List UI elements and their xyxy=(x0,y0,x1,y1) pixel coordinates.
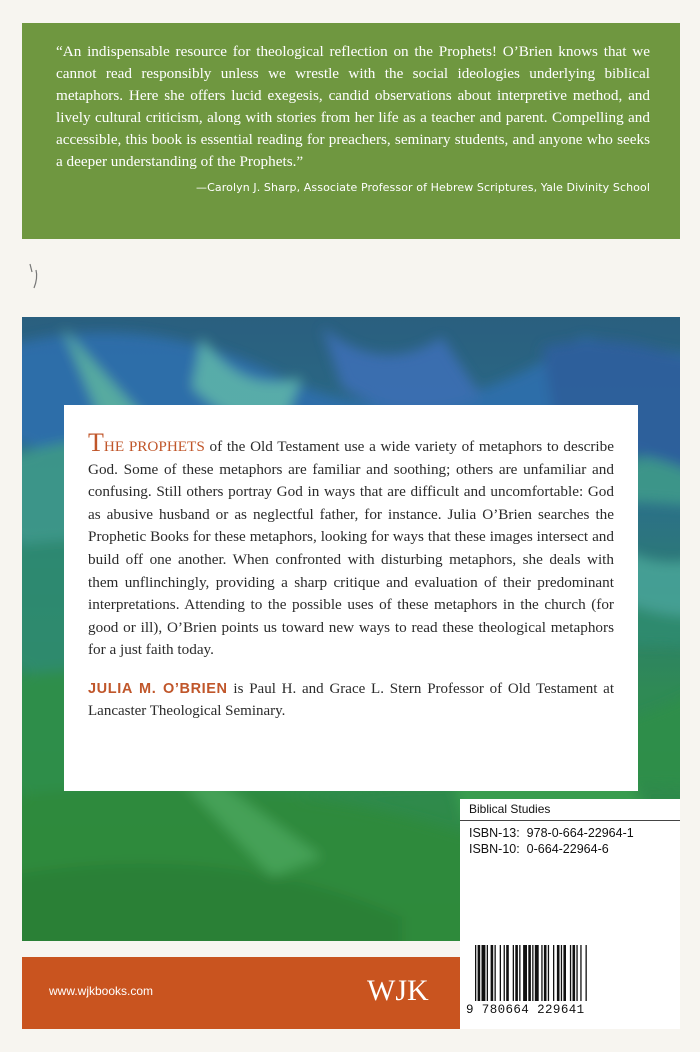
footer-band xyxy=(22,957,680,1029)
endorsement-attribution: —Carolyn J. Sharp, Associate Professor of Hebrew Scriptures, Yale Divinity School xyxy=(196,181,650,194)
barcode xyxy=(460,941,680,1029)
drop-cap: T xyxy=(88,428,104,457)
isbn13-line xyxy=(469,826,634,840)
description-body: of the Old Testament use a wide variety of metaphors to describe God. Some of these metaphors are familiar and soothing; others are unfamiliar and confusing. Still others portray God in ways that are difficult and uncomfortable: God as abusive husband or as neglectful father, for instance. Julia O’Brien searches the Prophetic Books for these metaphors, looking for ways that these images intersect and build off one another. When confronted with disturbing metaphors, she deals with them unflinchingly, providing a sharp critique and evaluation of their predominant interpretations. Attending to the possible uses of these metaphors in the church (for good or ill), O’Brien points us toward new ways to read these theological metaphors for a just faith today. xyxy=(88,438,614,659)
isbn-block xyxy=(460,799,680,941)
isbn-divider xyxy=(460,820,680,821)
publisher-logo: WJK xyxy=(367,974,429,1007)
isbn10-line xyxy=(469,842,609,856)
publisher-website: www.wjkbooks.com xyxy=(49,984,154,998)
endorsement-box xyxy=(22,23,680,239)
stray-mark-icon xyxy=(26,262,42,292)
author-bio xyxy=(88,678,614,722)
isbn13-label: ISBN-13: xyxy=(469,826,520,840)
description-text xyxy=(88,428,614,662)
description-box xyxy=(64,405,638,791)
isbn13-value: 978-0-664-22964-1 xyxy=(526,826,634,840)
isbn10-value: 0-664-22964-6 xyxy=(526,842,609,856)
endorsement-quote: “An indispensable resource for theological reflection on the Prophets! O’Brien knows that we cannot read responsibly unless we wrestle with the social ideologies underlying biblical metaphors. Here she offers lucid exegesis, candid observations about interpretive method, and lively cultural criticism, along with stories from her life as a teacher and parent. Compelling and accessible, this book is essential reading for preachers, seminary students, and anyone who seeks a deeper understanding of the Prophets.” xyxy=(56,43,650,170)
author-name: JULIA M. O’BRIEN xyxy=(88,680,228,697)
isbn10-label: ISBN-10: xyxy=(469,842,520,856)
barcode-digits: 9 780664 229641 xyxy=(466,1003,585,1017)
description-lead: HE PROPHETS xyxy=(103,438,205,455)
subject-category: Biblical Studies xyxy=(469,802,551,816)
barcode-bars-icon xyxy=(473,945,669,1003)
author-bio-text: is Paul H. and Grace L. Stern Professor of Old Testament at Lancaster Theological Seminary. xyxy=(88,680,614,719)
